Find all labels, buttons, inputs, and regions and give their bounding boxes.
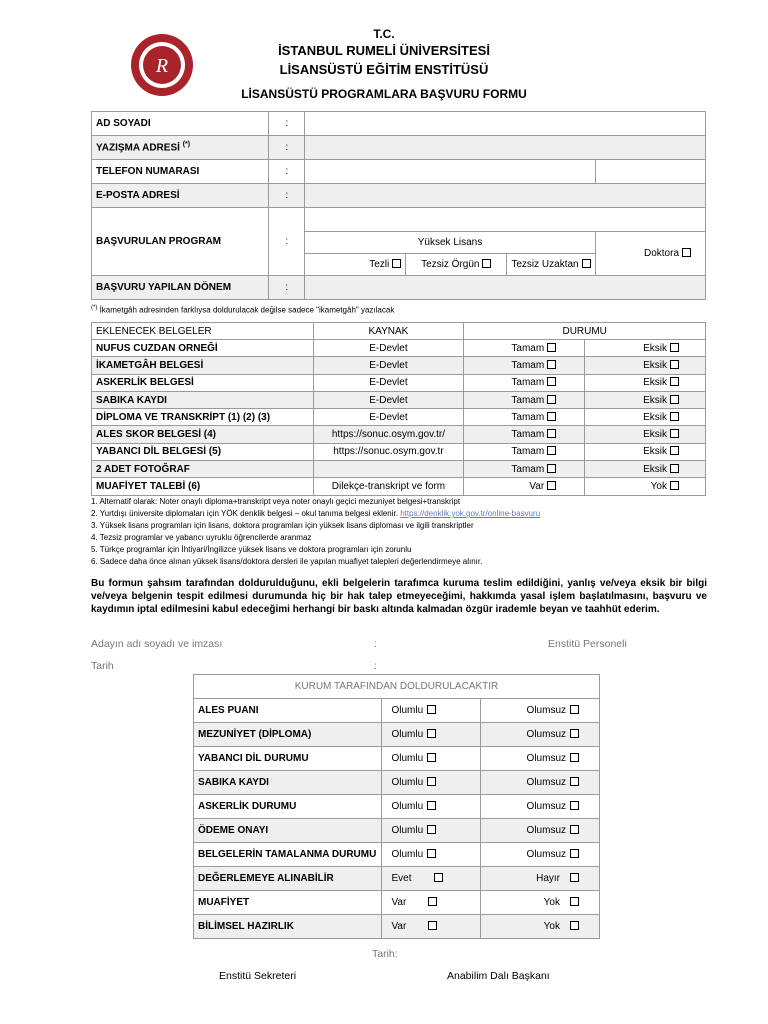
document-source: E-Devlet	[313, 391, 464, 408]
svg-text:R: R	[155, 55, 169, 77]
applicant-table: AD SOYADI : YAZIŞMA ADRESİ (*) : TELEFON NUMARASI : E-POSTA ADRESİ : BAŞVURULAN PROGRAM : Yüksek Lisans Doktora Tezli Tezsiz Örgün Tezsiz Uzaktan BAŞVURU YAPILAN DÖNEM :	[91, 111, 706, 300]
note-1: 1. Alternatif olarak: Noter onaylı diploma+transkript veya noter onaylı geçici mezuniyet belgesi+transkript	[91, 497, 461, 506]
status-ok-checkbox	[547, 360, 556, 369]
option-a-checkbox	[427, 705, 436, 714]
option-b[interactable]: Olumsuz	[481, 699, 600, 723]
university-name: İSTANBUL RUMELİ ÜNİVERSİTESİ	[278, 43, 490, 58]
status-ok-checkbox	[547, 481, 556, 490]
institution-item: ALES PUANI	[194, 699, 382, 723]
status-ok-option[interactable]: Tamam	[464, 409, 585, 426]
status-missing-checkbox	[670, 377, 679, 386]
status-ok-checkbox	[547, 343, 556, 352]
option-a-checkbox	[427, 801, 436, 810]
option-a[interactable]: Var	[381, 915, 481, 939]
institution-item: DEĞERLEMEYE ALINABİLİR	[194, 867, 382, 891]
institution-item: SABIKA KAYDI	[194, 771, 382, 795]
document-name: DİPLOMA VE TRANSKRİPT (1) (2) (3)	[92, 409, 314, 426]
option-a-checkbox	[428, 897, 437, 906]
nonthesis-formal-checkbox	[482, 259, 491, 268]
institution-item: BELGELERİN TAMALANMA DURUMU	[194, 843, 382, 867]
option-a-checkbox	[427, 753, 436, 762]
term-label: BAŞVURU YAPILAN DÖNEM	[92, 276, 269, 300]
status-missing-checkbox	[670, 481, 679, 490]
option-b-checkbox	[570, 777, 579, 786]
status-missing-checkbox	[670, 429, 679, 438]
option-b[interactable]: Olumsuz	[481, 771, 600, 795]
status-missing-checkbox	[670, 360, 679, 369]
institution-item: YABANCI DİL DURUMU	[194, 747, 382, 771]
institution-row	[194, 891, 600, 915]
document-name: ASKERLİK BELGESİ	[92, 374, 314, 391]
declaration: Bu formun şahsım tarafından doldurulduğunu, ekli belgelerin tarafımca kuruma teslim edildiğini, yanlış ve/veya eksik bir bilgi ve/veya belgenin tespit edilmesi durumunda hiç bir hak talep etmeyeceğimi, hakkımda yasal işlem başlatılmasını, başvuru ve kaydımın iptal edilmesini kabul edeceğimi herhangi bir baskı altında kalmadan özgür irademle beyan ve taahhüt ederim.	[91, 578, 707, 615]
status-ok-option[interactable]: Tamam	[464, 340, 585, 357]
document-name: İKAMETGÂH BELGESİ	[92, 357, 314, 374]
status-ok-option[interactable]: Var	[464, 478, 585, 495]
note-2: 2. Yurtdışı üniversite diplomaları için YÖK denklik belgesi – okul tanıma belgesi eklenir. https://denklik.yok.gov.tr/online-basvuru	[91, 509, 541, 519]
institution-item: ASKERLİK DURUMU	[194, 795, 382, 819]
option-b[interactable]: Olumsuz	[481, 723, 600, 747]
address-footnote: (*) İkametgâh adresinden farklıysa doldurulacak değilse sadece "ikametgâh" yazılacak	[91, 305, 395, 315]
option-b-checkbox	[570, 921, 579, 930]
department-head-label: Anabilim Dalı Başkanı	[447, 970, 550, 982]
program-label: BAŞVURULAN PROGRAM	[92, 208, 269, 276]
institution-row	[194, 723, 600, 747]
doctorate-option[interactable]: Doktora	[595, 232, 705, 276]
option-b[interactable]: Olumsuz	[481, 819, 600, 843]
status-missing-option[interactable]: Eksik	[585, 409, 706, 426]
source-head: KAYNAK	[313, 323, 464, 340]
document-source: E-Devlet	[313, 374, 464, 391]
program-field[interactable]	[305, 208, 706, 232]
document-name: YABANCI DİL BELGESİ (5)	[92, 443, 314, 460]
status-missing-checkbox	[670, 446, 679, 455]
option-b-checkbox	[570, 801, 579, 810]
name-label: AD SOYADI	[92, 112, 269, 136]
option-a[interactable]: Olumlu	[381, 843, 481, 867]
institution-row	[194, 795, 600, 819]
document-name: 2 ADET FOTOĞRAF	[92, 461, 314, 478]
option-b-checkbox	[570, 849, 579, 858]
status-ok-option[interactable]: Tamam	[464, 461, 585, 478]
note-5: 5. Türkçe programlar için İhtiyari/İngilizce yüksek lisans ve doktora programları için zorunlu	[91, 545, 412, 555]
document-name: SABIKA KAYDI	[92, 391, 314, 408]
thesis-option[interactable]: Tezli	[305, 254, 406, 276]
doctorate-checkbox	[682, 248, 691, 257]
document-name: ALES SKOR BELGESİ (4)	[92, 426, 314, 443]
date-label: Tarih	[91, 660, 114, 672]
document-row	[92, 426, 706, 443]
status-ok-option[interactable]: Tamam	[464, 357, 585, 374]
form-title: LİSANSÜSTÜ PROGRAMLARA BAŞVURU FORMU	[241, 87, 527, 101]
institute-name: LİSANSÜSTÜ EĞİTİM ENSTİTÜSÜ	[279, 62, 489, 77]
nonthesis-distance-checkbox	[582, 259, 591, 268]
status-ok-option[interactable]: Tamam	[464, 391, 585, 408]
institution-row	[194, 915, 600, 939]
institution-row	[194, 819, 600, 843]
institution-row	[194, 699, 600, 723]
status-missing-checkbox	[670, 343, 679, 352]
option-a-checkbox	[427, 729, 436, 738]
status-ok-option[interactable]: Tamam	[464, 426, 585, 443]
option-b[interactable]: Yok	[481, 891, 600, 915]
status-ok-checkbox	[547, 395, 556, 404]
phone-label: TELEFON NUMARASI	[92, 160, 269, 184]
document-name: MUAFİYET TALEBİ (6)	[92, 478, 314, 495]
document-row	[92, 478, 706, 495]
email-field[interactable]	[305, 184, 706, 208]
status-missing-option[interactable]: Eksik	[585, 374, 706, 391]
notes	[91, 496, 711, 569]
option-a-checkbox	[427, 777, 436, 786]
option-a[interactable]: Olumlu	[381, 795, 481, 819]
doc-head: EKLENECEK BELGELER	[92, 323, 314, 340]
status-ok-option[interactable]: Tamam	[464, 374, 585, 391]
status-head: DURUMU	[464, 323, 706, 340]
status-ok-checkbox	[547, 446, 556, 455]
institution-title: KURUM TARAFINDAN DOLDURULACAKTIR	[194, 675, 600, 699]
option-a[interactable]: Olumlu	[381, 771, 481, 795]
footer-date: Tarih:	[372, 948, 398, 960]
term-field[interactable]	[305, 276, 706, 300]
document-row	[92, 443, 706, 460]
masters-label: Yüksek Lisans	[305, 232, 595, 254]
status-ok-checkbox	[547, 412, 556, 421]
note-6: 6. Sadece daha önce alınan yüksek lisans/doktora dersleri ile yapılan muafiyet talepleri değerlendirmeye alınır.	[91, 557, 483, 567]
staff-label: Enstitü Personeli	[548, 638, 627, 650]
option-a[interactable]: Var	[381, 891, 481, 915]
option-b-checkbox	[570, 729, 579, 738]
header-tc: T.C.	[373, 27, 395, 41]
status-missing-option[interactable]: Eksik	[585, 461, 706, 478]
thesis-checkbox	[392, 259, 401, 268]
note-4: 4. Tezsiz programlar ve yabancı uyruklu öğrencilerde aranmaz	[91, 533, 312, 543]
phone-field[interactable]	[305, 160, 595, 184]
option-b[interactable]: Olumsuz	[481, 795, 600, 819]
status-missing-checkbox	[670, 395, 679, 404]
option-a-checkbox	[434, 873, 443, 882]
secretary-label: Enstitü Sekreteri	[219, 970, 297, 982]
document-source: https://sonuc.osym.gov.tr	[313, 443, 464, 460]
status-missing-option[interactable]: Eksik	[585, 443, 706, 460]
option-b-checkbox	[570, 705, 579, 714]
option-b[interactable]: Olumsuz	[481, 747, 600, 771]
nonthesis-formal-option[interactable]: Tezsiz Örgün	[406, 254, 507, 276]
address-field[interactable]	[305, 136, 706, 160]
document-source: Dilekçe-transkript ve form	[313, 478, 464, 495]
status-ok-checkbox	[547, 464, 556, 473]
option-a[interactable]: Evet	[381, 867, 481, 891]
option-a-checkbox	[428, 921, 437, 930]
document-row	[92, 340, 706, 357]
document-row	[92, 461, 706, 478]
note-3: 3. Yüksek lisans programları için lisans, doktora programları için yüksek lisans diploması ve ilgili transkriptler	[91, 521, 474, 531]
option-a-checkbox	[427, 825, 436, 834]
institution-row	[194, 771, 600, 795]
institution-item: ÖDEME ONAYI	[194, 819, 382, 843]
documents-table	[91, 322, 706, 496]
status-missing-option[interactable]: Eksik	[585, 340, 706, 357]
option-a[interactable]: Olumlu	[381, 699, 481, 723]
option-b-checkbox	[570, 873, 579, 882]
status-missing-option[interactable]: Eksik	[585, 391, 706, 408]
denklik-link[interactable]: https://denklik.yok.gov.tr/online-basvuru	[400, 509, 541, 519]
option-a-checkbox	[427, 849, 436, 858]
option-b-checkbox	[570, 825, 579, 834]
status-missing-checkbox	[670, 464, 679, 473]
document-row	[92, 409, 706, 426]
address-label: YAZIŞMA ADRESİ (*)	[92, 136, 269, 160]
document-name: NUFUS CUZDAN ORNEĞİ	[92, 340, 314, 357]
applicant-signature-label: Adayın adı soyadı ve imzası	[91, 638, 223, 650]
institution-row	[194, 867, 600, 891]
option-a[interactable]: Olumlu	[381, 747, 481, 771]
option-a[interactable]: Olumlu	[381, 723, 481, 747]
document-row	[92, 391, 706, 408]
option-b-checkbox	[570, 753, 579, 762]
option-a[interactable]: Olumlu	[381, 819, 481, 843]
status-missing-option[interactable]: Yok	[585, 478, 706, 495]
institution-row	[194, 843, 600, 867]
option-b[interactable]: Olumsuz	[481, 843, 600, 867]
document-source	[313, 461, 464, 478]
institution-item: MEZUNİYET (DİPLOMA)	[194, 723, 382, 747]
phone-field-2[interactable]	[595, 160, 705, 184]
option-b-checkbox	[570, 897, 579, 906]
institution-row	[194, 747, 600, 771]
name-field[interactable]	[305, 112, 706, 136]
document-row	[92, 374, 706, 391]
status-ok-checkbox	[547, 429, 556, 438]
document-source: E-Devlet	[313, 357, 464, 374]
status-missing-option[interactable]: Eksik	[585, 426, 706, 443]
email-label: E-POSTA ADRESİ	[92, 184, 269, 208]
option-b[interactable]: Yok	[481, 915, 600, 939]
option-b[interactable]: Hayır	[481, 867, 600, 891]
status-missing-option[interactable]: Eksik	[585, 357, 706, 374]
institution-table	[193, 674, 600, 939]
document-source: https://sonuc.osym.gov.tr/	[313, 426, 464, 443]
institution-item: BİLİMSEL HAZIRLIK	[194, 915, 382, 939]
nonthesis-distance-option[interactable]: Tezsiz Uzaktan	[507, 254, 595, 276]
status-ok-checkbox	[547, 377, 556, 386]
institution-item: MUAFİYET	[194, 891, 382, 915]
status-ok-option[interactable]: Tamam	[464, 443, 585, 460]
document-row	[92, 357, 706, 374]
status-missing-checkbox	[670, 412, 679, 421]
document-source: E-Devlet	[313, 409, 464, 426]
document-source: E-Devlet	[313, 340, 464, 357]
